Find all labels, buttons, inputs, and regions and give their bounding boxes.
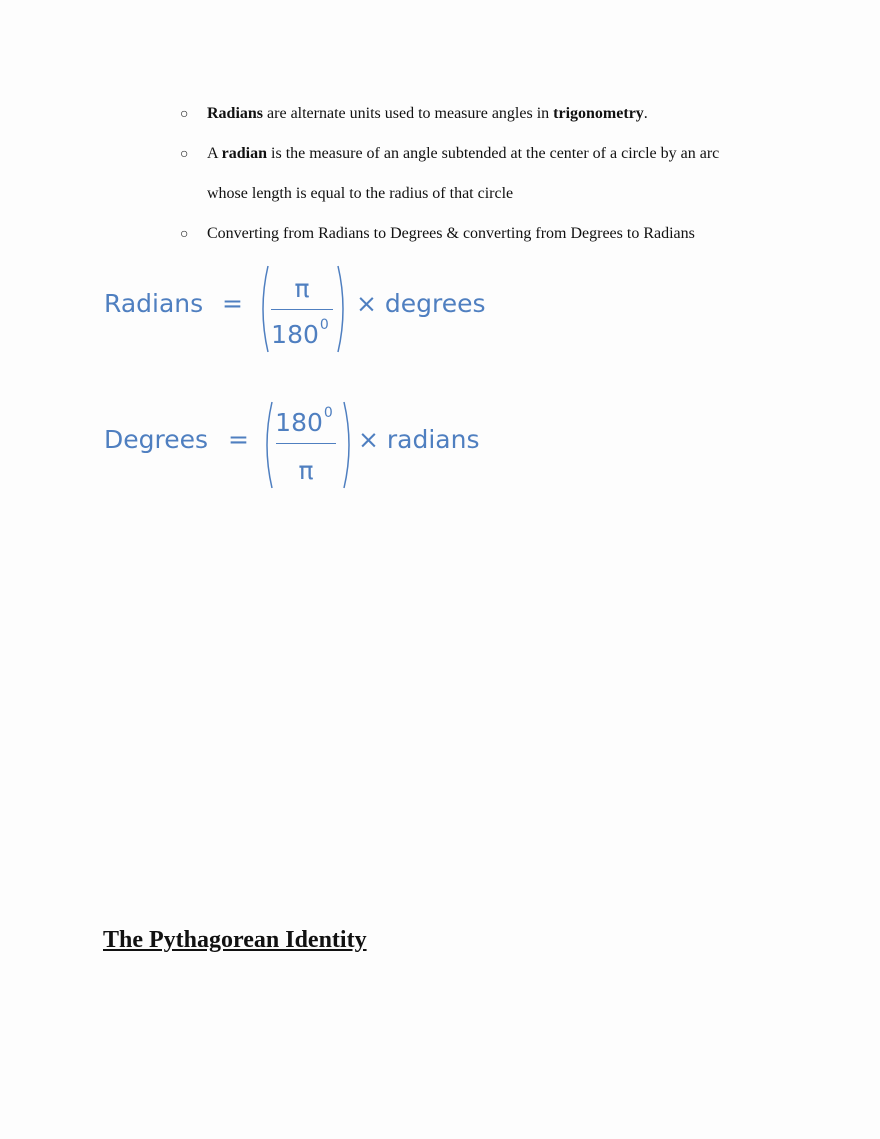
section-heading: The Pythagorean Identity: [103, 927, 367, 953]
bold-term: radian: [221, 145, 268, 162]
fraction-bar: [271, 309, 333, 310]
equals-sign: =: [222, 289, 243, 318]
equals-sign: =: [228, 425, 249, 454]
fraction-bar: [276, 443, 336, 444]
bold-term: trigonometry: [553, 105, 644, 122]
fraction-numerator: [264, 405, 344, 437]
bullet-text-continuation: whose length is equal to the radius of that circle: [207, 185, 514, 202]
degree-superscript: 0: [323, 405, 333, 421]
bold-term: Radians: [207, 105, 264, 122]
text-run: A: [207, 145, 222, 162]
text-run: are alternate units used to measure angles in: [263, 105, 554, 122]
numerator-value: 180: [275, 408, 323, 437]
fraction-denominator: [260, 317, 340, 349]
bullet-text: [207, 144, 719, 164]
formula-rhs: × radians: [358, 425, 480, 454]
bullet-marker: ○: [180, 147, 189, 162]
text-run: .: [643, 105, 648, 122]
fraction-denominator: π: [298, 456, 314, 485]
bullet-text: [207, 104, 648, 124]
degree-superscript: 0: [319, 317, 329, 333]
bullet-text: Converting from Radians to Degrees & converting from Degrees to Radians: [207, 225, 695, 242]
denominator-value: 180: [271, 320, 319, 349]
right-parenthesis-icon: [334, 264, 350, 354]
fraction-numerator: π: [294, 274, 310, 303]
bullet-marker: ○: [180, 107, 189, 122]
formula-rhs: × degrees: [356, 289, 486, 318]
bullet-marker: ○: [180, 227, 189, 242]
right-parenthesis-icon: [340, 400, 356, 490]
formula-lhs: Degrees: [104, 425, 209, 454]
text-run: is the measure of an angle subtended at the center of a circle by an arc: [267, 145, 720, 162]
formula-lhs: Radians: [104, 289, 204, 318]
